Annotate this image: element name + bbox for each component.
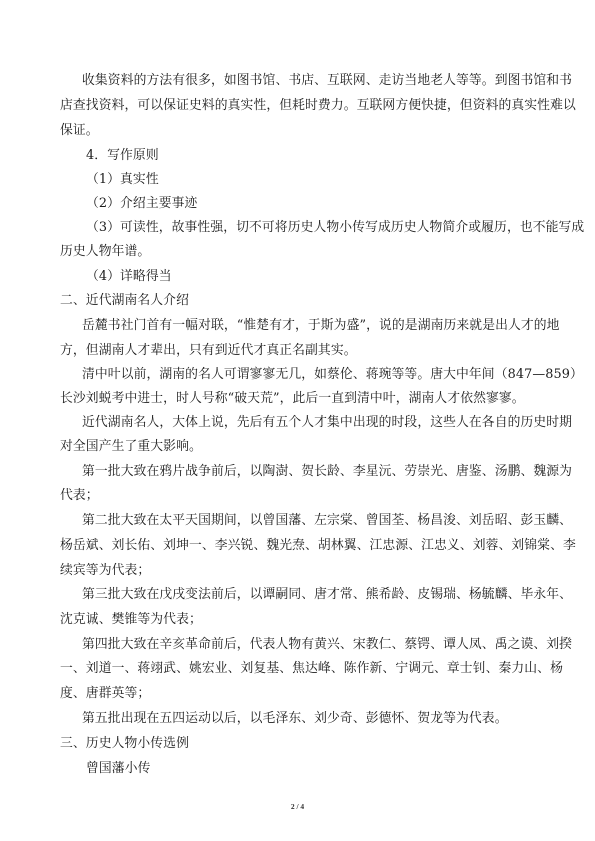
text-line: 清中叶以前，湖南的名人可谓寥寥无几，如蔡伦、蒋琬等等。唐大中年间（847—859） bbox=[82, 367, 583, 382]
text-line: 度、唐群英等； bbox=[60, 686, 151, 701]
text-line: 店查找资料，可以保证史料的真实性，但耗时费力。互联网方便快捷，但资料的真实性难以 bbox=[60, 98, 576, 113]
text-line: 第一批大致在鸦片战争前后，以陶澍、贺长龄、李星沅、劳崇光、唐鉴、汤鹏、魏源为 bbox=[82, 464, 573, 479]
list-item: （4）详略得当 bbox=[86, 269, 172, 284]
text-line: 方，但湖南人才辈出，只有到近代才真正名副其实。 bbox=[60, 343, 357, 358]
text-line: 杨岳斌、刘长佑、刘坤一、李兴锐、魏光焘、胡林翼、江忠源、江忠义、刘蓉、刘锦棠、李 bbox=[60, 538, 576, 553]
text-line: 收集资料的方法有很多，如图书馆、书店、互联网、走访当地老人等等。到图书馆和书 bbox=[82, 73, 573, 88]
subsection-title: 曾国藩小传 bbox=[86, 761, 151, 776]
text-line: 历史人物年谱。 bbox=[60, 244, 151, 259]
text-line: 第二批大致在太平天国期间，以曾国藩、左宗棠、曾国荃、杨昌浚、刘岳昭、彭玉麟、 bbox=[82, 513, 573, 528]
list-item: （2）介绍主要事迹 bbox=[86, 196, 198, 211]
section-heading: 三、历史人物小传选例 bbox=[60, 736, 189, 751]
text-line: 长沙刘蜕考中进士，时人号称“破天荒”，此后一直到清中叶，湖南人才依然寥寥。 bbox=[60, 391, 525, 406]
text-line: 近代湖南名人，大体上说，先后有五个人才集中出现的时段，这些人在各自的历史时期 bbox=[82, 415, 573, 430]
text-line: 岳麓书社门首有一幅对联，“惟楚有才，于斯为盛”，说的是湖南历来就是出人才的地 bbox=[82, 318, 560, 333]
text-line: 第三批大致在戊戌变法前后，以谭嗣同、唐才常、熊希龄、皮锡瑞、杨毓麟、毕永年、 bbox=[82, 587, 573, 602]
section-heading: 二、近代湖南名人介绍 bbox=[60, 293, 189, 308]
text-line: 保证。 bbox=[60, 123, 99, 138]
list-item: （1）真实性 bbox=[86, 172, 159, 187]
text-line: 第五批出现在五四运动以后，以毛泽东、刘少奇、彭德怀、贺龙等为代表。 bbox=[82, 711, 508, 726]
page-number: 2 / 4 bbox=[290, 802, 305, 811]
text-line: 沈克诚、樊锥等为代表； bbox=[60, 612, 202, 627]
text-line: 对全国产生了重大影响。 bbox=[60, 439, 202, 454]
list-item: （3）可读性，故事性强，切不可将历史人物小传写成历史人物简介或履历，也不能写成 bbox=[86, 220, 585, 235]
section-heading: 4．写作原则 bbox=[86, 148, 159, 163]
text-line: 第四批大致在辛亥革命前后，代表人物有黄兴、宋教仁、蔡锷、谭人凤、禹之谟、刘揆 bbox=[82, 637, 573, 652]
text-line: 一、刘道一、蒋翊武、姚宏业、刘复基、焦达峰、陈作新、宁调元、章士钊、秦力山、杨 bbox=[60, 661, 563, 676]
text-line: 代表； bbox=[60, 488, 99, 503]
text-line: 续宾等为代表； bbox=[60, 563, 151, 578]
